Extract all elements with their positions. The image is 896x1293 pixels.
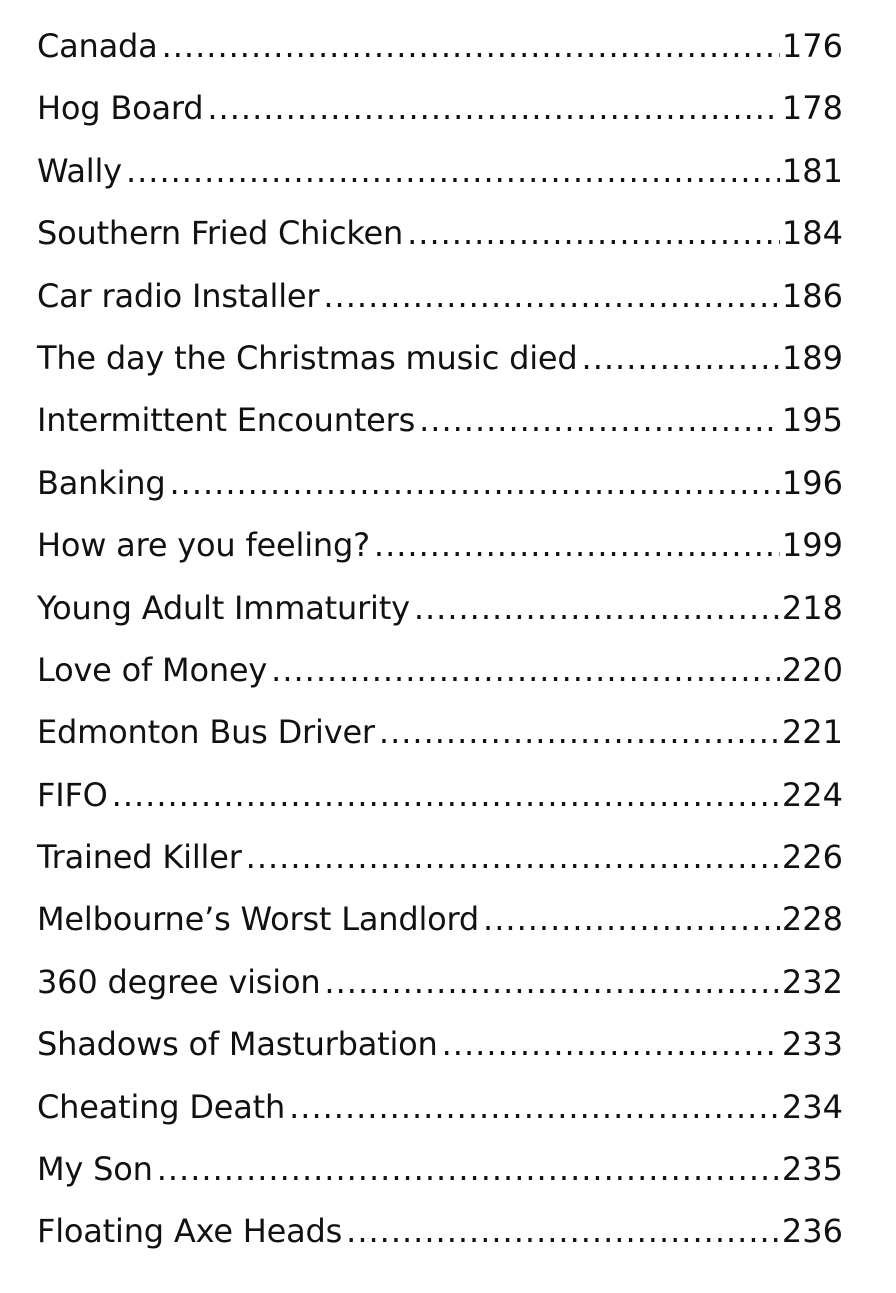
toc-entry-title: Canada bbox=[37, 27, 158, 65]
toc-entry-title: Edmonton Bus Driver bbox=[37, 713, 375, 752]
toc-page-number: 199 bbox=[781, 526, 843, 565]
toc-entry-title: Car radio Installer bbox=[37, 276, 320, 315]
toc-entry-edmonton-bus-driver[interactable] bbox=[37, 701, 843, 763]
toc-entry-floating-axe-heads[interactable] bbox=[37, 1200, 843, 1262]
toc-page-number: 176 bbox=[781, 27, 843, 65]
toc-entry-title: Southern Fried Chicken bbox=[37, 214, 404, 253]
toc-entry-hog-board[interactable] bbox=[37, 77, 843, 139]
dot-leader bbox=[483, 888, 780, 950]
toc-entry-title: Cheating Death bbox=[37, 1087, 286, 1126]
toc-page-number: 224 bbox=[781, 775, 843, 814]
toc-entry-melbournes-worst-landlord[interactable] bbox=[37, 888, 843, 950]
toc-entry-intermittent-encounters[interactable] bbox=[37, 389, 843, 451]
toc-entry-shadows-of-masturbation[interactable] bbox=[37, 1013, 843, 1075]
toc-entry-title: Floating Axe Heads bbox=[37, 1212, 343, 1251]
toc-entry-360-degree-vision[interactable] bbox=[37, 951, 843, 1013]
dot-leader bbox=[169, 452, 779, 514]
dot-leader bbox=[162, 15, 780, 77]
toc-entry-title: Banking bbox=[37, 463, 166, 502]
dot-leader bbox=[414, 577, 780, 639]
toc-entry-southern-fried-chicken[interactable] bbox=[37, 202, 843, 264]
toc-page-number: 184 bbox=[781, 214, 843, 253]
toc-page-number: 218 bbox=[781, 588, 843, 627]
dot-leader bbox=[379, 701, 780, 763]
toc-entry-title: Trained Killer bbox=[37, 838, 242, 877]
toc-entry-title: Shadows of Masturbation bbox=[37, 1025, 438, 1064]
toc-page-number: 226 bbox=[781, 838, 843, 877]
toc-page-number: 232 bbox=[781, 962, 843, 1001]
toc-entry-cheating-death[interactable] bbox=[37, 1076, 843, 1138]
dot-leader bbox=[374, 514, 780, 576]
toc-page-number: 220 bbox=[781, 650, 843, 689]
dot-leader bbox=[126, 140, 780, 202]
toc-entry-title: Wally bbox=[37, 151, 122, 190]
toc-page-number: 228 bbox=[781, 900, 843, 939]
toc-page-number: 186 bbox=[781, 276, 843, 315]
toc-entry-title: Hog Board bbox=[37, 89, 204, 128]
toc-page-number: 234 bbox=[781, 1087, 843, 1126]
dot-leader bbox=[246, 826, 780, 888]
toc-page-number: 236 bbox=[781, 1212, 843, 1251]
toc-entry-title: Melbourne’s Worst Landlord bbox=[37, 900, 480, 939]
toc-page-number: 181 bbox=[781, 151, 843, 190]
toc-page-number: 233 bbox=[781, 1025, 843, 1064]
toc-entry-canada[interactable] bbox=[37, 15, 843, 77]
toc-entry-trained-killer[interactable] bbox=[37, 826, 843, 888]
toc-entry-title: My Son bbox=[37, 1150, 153, 1189]
toc-page-number: 196 bbox=[781, 463, 843, 502]
dot-leader bbox=[324, 951, 780, 1013]
toc-entry-car-radio-installer[interactable] bbox=[37, 265, 843, 327]
dot-leader bbox=[442, 1013, 780, 1075]
dot-leader bbox=[271, 639, 780, 701]
toc-entry-title: FIFO bbox=[37, 775, 108, 814]
toc-entry-title: The day the Christmas music died bbox=[37, 338, 578, 377]
toc-entry-wally[interactable] bbox=[37, 140, 843, 202]
dot-leader bbox=[157, 1138, 780, 1200]
toc-page-number: 195 bbox=[781, 401, 843, 440]
toc-entry-banking[interactable] bbox=[37, 452, 843, 514]
dot-leader bbox=[407, 202, 780, 264]
toc-entry-title: 360 degree vision bbox=[37, 962, 321, 1001]
dot-leader bbox=[207, 77, 780, 139]
dot-leader bbox=[346, 1200, 780, 1262]
toc-entry-title: How are you feeling? bbox=[37, 526, 370, 565]
toc-entry-young-adult-immaturity[interactable] bbox=[37, 577, 843, 639]
toc-entry-my-son[interactable] bbox=[37, 1138, 843, 1200]
toc-page-number: 235 bbox=[781, 1150, 843, 1189]
dot-leader bbox=[289, 1076, 780, 1138]
toc-page-number: 221 bbox=[781, 713, 843, 752]
toc-entry-title: Love of Money bbox=[37, 650, 268, 689]
toc-entry-title: Intermittent Encounters bbox=[37, 401, 416, 440]
dot-leader bbox=[582, 327, 780, 389]
toc-entry-christmas-music-died[interactable] bbox=[37, 327, 843, 389]
dot-leader bbox=[112, 764, 780, 826]
toc-page-number: 189 bbox=[781, 338, 843, 377]
toc-entry-how-are-you-feeling[interactable] bbox=[37, 514, 843, 576]
toc-entry-love-of-money[interactable] bbox=[37, 639, 843, 701]
toc-entry-title: Young Adult Immaturity bbox=[37, 588, 410, 627]
toc-page-number: 178 bbox=[781, 89, 843, 128]
toc-entry-fifo[interactable] bbox=[37, 764, 843, 826]
dot-leader bbox=[323, 265, 780, 327]
table-of-contents bbox=[37, 15, 843, 1263]
dot-leader bbox=[419, 389, 780, 451]
